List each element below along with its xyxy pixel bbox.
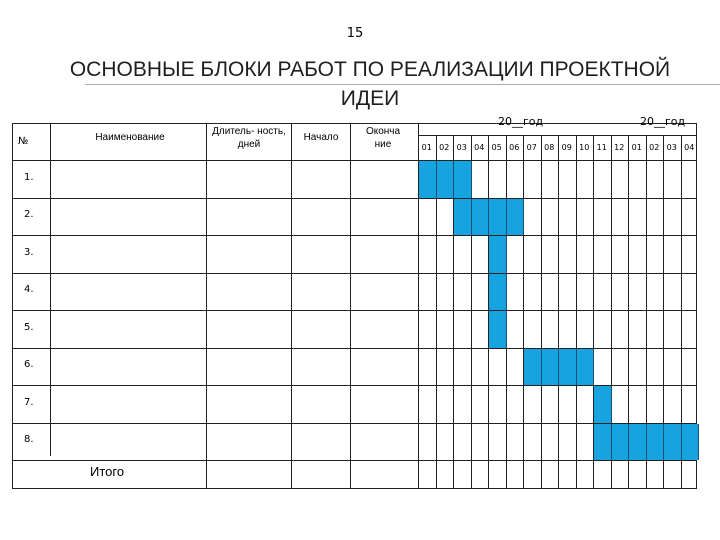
header-name: Наименование: [95, 132, 165, 143]
month-label: 03: [456, 143, 467, 152]
month-divider: [541, 135, 542, 489]
gantt-bar-cell: [664, 424, 682, 461]
gantt-bar-cell: [489, 274, 507, 311]
month-label: 09: [561, 143, 572, 152]
gantt-bar-cell: [507, 199, 525, 236]
row-number: 5.: [24, 321, 34, 333]
month-label: 11: [596, 143, 607, 152]
month-label: 07: [526, 143, 537, 152]
gantt-bar-cell: [594, 386, 612, 423]
month-divider: [523, 135, 524, 489]
month-label: 12: [614, 143, 625, 152]
header-start: Начало: [303, 132, 339, 143]
gantt-bar-cell: [647, 424, 665, 461]
row-number: 1.: [24, 171, 34, 183]
month-label: 03: [666, 143, 677, 152]
month-label: 01: [631, 143, 642, 152]
gantt-bar-cell: [559, 349, 577, 386]
header-num: №: [18, 136, 29, 147]
col-divider-start: [350, 123, 351, 489]
month-label: 01: [421, 143, 432, 152]
col-divider-duration: [291, 123, 292, 489]
page-number: 15: [346, 26, 364, 41]
col-divider-name: [206, 123, 207, 489]
gantt-bar-cell: [594, 424, 612, 461]
gantt-bar-cell: [419, 161, 437, 198]
gantt-bar-cell: [577, 349, 595, 386]
year-label-2: 20__год: [640, 115, 686, 128]
gantt-bar-cell: [437, 161, 455, 198]
row-divider: [12, 348, 697, 349]
row-number: 8.: [24, 434, 34, 446]
gantt-bar-cell: [489, 199, 507, 236]
month-label: 04: [474, 143, 485, 152]
row-divider: [12, 460, 697, 461]
year-label-1: 20__год: [498, 115, 544, 128]
month-label: 10: [579, 143, 590, 152]
gantt-bar-cell: [472, 199, 490, 236]
month-label: 02: [649, 143, 660, 152]
row-divider: [12, 310, 697, 311]
gantt-bar-cell: [542, 349, 560, 386]
row-number: 6.: [24, 359, 34, 371]
gantt-bar-cell: [629, 424, 647, 461]
row-divider: [12, 198, 697, 199]
month-label: 02: [439, 143, 450, 152]
gantt-bar-cell: [489, 311, 507, 348]
month-divider: [576, 135, 577, 489]
gantt-bar-cell: [454, 161, 472, 198]
row-number: 7.: [24, 396, 34, 408]
row-divider: [12, 273, 697, 274]
row-number: 3.: [24, 246, 34, 258]
row-divider: [12, 235, 697, 236]
gantt-bar-cell: [524, 349, 542, 386]
gantt-bar-cell: [682, 424, 700, 461]
header-end: Оконча ние: [365, 126, 401, 150]
gantt-bar-cell: [612, 424, 630, 461]
month-label: 08: [544, 143, 555, 152]
row-number: 2.: [24, 209, 34, 221]
header-duration: Длитель- ность, дней: [212, 126, 286, 150]
month-divider: [558, 135, 559, 489]
total-label: Итого: [90, 464, 125, 479]
month-label: 06: [509, 143, 520, 152]
month-label: 05: [491, 143, 502, 152]
gantt-bar-cell: [454, 199, 472, 236]
month-label: 04: [684, 143, 695, 152]
gantt-bar-cell: [489, 236, 507, 273]
col-divider-num: [50, 123, 51, 456]
row-number: 4.: [24, 284, 34, 296]
page-title: ОСНОВНЫЕ БЛОКИ РАБОТ ПО РЕАЛИЗАЦИИ ПРОЕКТНОЙ ИДЕИ: [69, 58, 671, 110]
header-divider: [12, 160, 697, 161]
